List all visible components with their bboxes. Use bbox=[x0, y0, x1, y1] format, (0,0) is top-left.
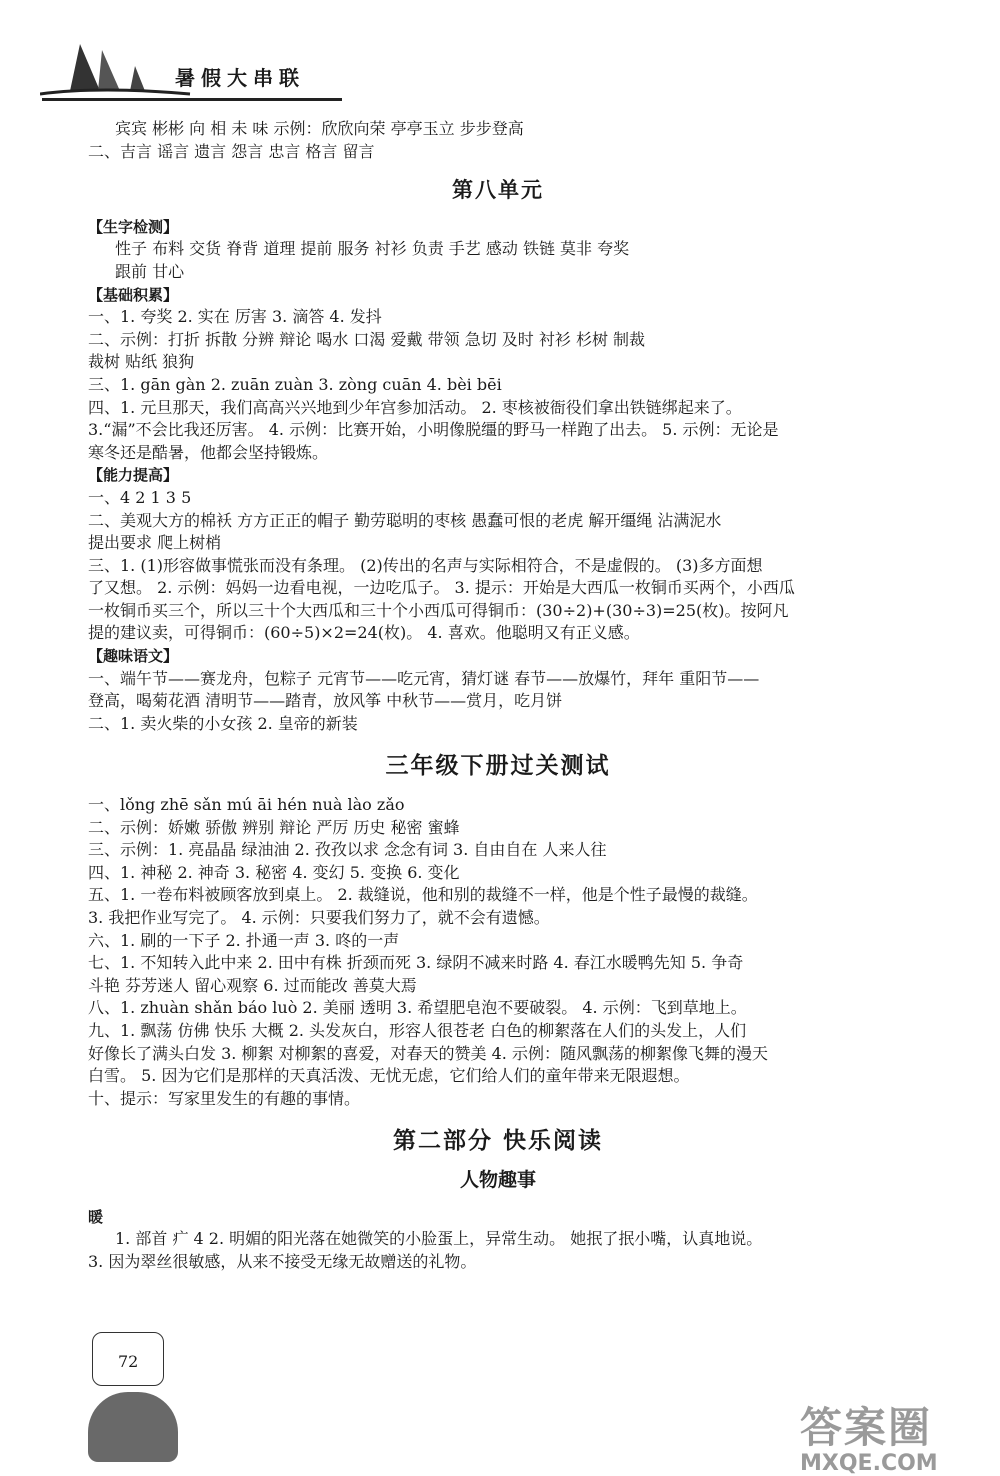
text-line: 好像长了满头白发 3. 柳絮 对柳絮的喜爱，对春天的赞美 4. 示例：随风飘荡的柳絮像飞舞的漫天 bbox=[88, 1043, 768, 1063]
header-rule bbox=[42, 98, 342, 101]
text-line: 裁树 贴纸 狼狗 bbox=[88, 352, 195, 372]
text-line: 十、提示：写家里发生的有趣的事情。 bbox=[88, 1088, 361, 1108]
text-line: 提出要求 爬上树梢 bbox=[88, 533, 222, 553]
text-line: 白雪。 5. 因为它们是那样的天真活泼、无忧无虑，它们给人们的童年带来无限遐想。 bbox=[88, 1066, 690, 1086]
text-line: 了又想。 2. 示例：妈妈一边看电视，一边吃瓜子。 3. 提示：开始是大西瓜一枚铜币买两个，小西瓜 bbox=[88, 578, 795, 598]
text-line: 3.“漏”不会比我还厉害。 4. 示例：比赛开始，小明像脱缰的野马一样跑了出去。 5. 示例：无论是 bbox=[88, 420, 779, 440]
watermark bbox=[800, 1395, 938, 1476]
text-line: 二、美观大方的棉袄 方方正正的帽子 勤劳聪明的枣核 愚蠢可恨的老虎 解开缰绳 沾满泥水 bbox=[88, 510, 722, 530]
text-line: 六、1. 刷的一下子 2. 扑通一声 3. 咚的一声 bbox=[88, 930, 400, 950]
text-line: 四、1. 元旦那天，我们高高兴兴地到少年宫参加活动。 2. 枣核被衙役们拿出铁链绑起来了。 bbox=[88, 397, 742, 417]
text-line: 二、吉言 谣言 遗言 怨言 忠言 格言 留言 bbox=[88, 141, 375, 161]
text-line: 三、1. gān gàn 2. zuān zuàn 3. zòng cuān 4. bèi bēi bbox=[88, 374, 502, 394]
part-2-subtitle: 人物趣事 bbox=[459, 1168, 536, 1191]
text-line: 一、端午节——赛龙舟，包粽子 元宵节——吃元宵，猜灯谜 春节——放爆竹，拜年 重阳节—— bbox=[88, 668, 760, 688]
watermark-url: MXQE.COM bbox=[800, 1451, 938, 1476]
text-line: 七、1. 不知转入此中来 2. 田中有株 折颈而死 3. 绿阴不减来时路 4. 春江水暖鸭先知 5. 争奇 bbox=[88, 953, 744, 973]
text-line: 3. 我把作业写完了。 4. 示例：只要我们努力了，就不会有遗憾。 bbox=[88, 908, 550, 927]
text-line: 提的建议卖，可得铜币：(60÷5)×2=24(枚)。 4. 喜欢。他聪明又有正义感。 bbox=[88, 623, 640, 643]
text-line: 宾宾 彬彬 向 相 未 味 示例：欣欣向荣 亭亭玉立 步步登高 bbox=[115, 119, 524, 138]
text-line: 一、1. 夸奖 2. 实在 厉害 3. 滴答 4. 发抖 bbox=[88, 307, 382, 327]
page-number: 72 bbox=[118, 1352, 139, 1371]
text-line: 1. 部首 疒 4 2. 明媚的阳光落在她微笑的小脸蛋上，异常生动。 她抿了抿小嘴，认真地说。 bbox=[115, 1229, 763, 1249]
text-line: 一、4 2 1 3 5 bbox=[88, 487, 192, 507]
text-line: 二、示例：娇嫩 骄傲 辨别 辩论 严厉 历史 秘密 蜜蜂 bbox=[88, 817, 460, 837]
text-line: 八、1. zhuàn shǎn báo luò 2. 美丽 透明 3. 希望肥皂泡不要破裂。 4. 示例：飞到草地上。 bbox=[88, 998, 747, 1018]
text-line: 性子 布料 交货 脊背 道理 提前 服务 衬衫 负责 手艺 感动 铁链 莫非 夸奖 bbox=[115, 239, 630, 259]
text-line: 二、1. 卖火柴的小女孩 2. 皇帝的新装 bbox=[88, 713, 358, 733]
text-line: 一、lǒng zhē sǎn mú āi hén nuà lào zǎo bbox=[88, 795, 405, 815]
text-line: 登高，喝菊花酒 清明节——踏青，放风筝 中秋节——赏月，吃月饼 bbox=[88, 691, 563, 711]
section-tag: 【趣味语文】 bbox=[88, 647, 179, 666]
test-title: 三年级下册过关测试 bbox=[385, 752, 611, 780]
text-line: 3. 因为翠丝很敏感，从来不接受无缘无故赠送的礼物。 bbox=[88, 1251, 477, 1271]
section-tag: 【基础积累】 bbox=[88, 285, 179, 304]
text-line: 寒冬还是酷暑，他都会坚持锻炼。 bbox=[88, 442, 329, 462]
reading-child-illustration bbox=[88, 1392, 178, 1462]
watermark-logo: 答案圈 bbox=[800, 1403, 933, 1452]
page-content bbox=[88, 118, 908, 1273]
section-tag: 【生字检测】 bbox=[88, 217, 179, 236]
text-line: 斗艳 芬芳迷人 留心观察 6. 过而能改 善莫大焉 bbox=[88, 975, 417, 995]
text-line: 三、示例：1. 亮晶晶 绿油油 2. 孜孜以求 念念有词 3. 自由自在 人来人往 bbox=[88, 840, 607, 860]
text-line: 二、示例：打折 拆散 分辨 辩论 喝水 口渴 爱戴 带领 急切 及时 衬衫 杉树 制裁 bbox=[88, 329, 646, 349]
unit-8-title: 第八单元 bbox=[452, 177, 544, 203]
text-line: 九、1. 飘荡 仿佛 快乐 大概 2. 头发灰白，形容人很苍老 白色的柳絮落在人们的头发上，人们 bbox=[88, 1020, 747, 1040]
text-line: 三、1. (1)形容做事慌张而没有条理。 (2)传出的名声与实际相符合，不是虚假的。 (3)多方面想 bbox=[88, 555, 763, 575]
section-tag: 【能力提高】 bbox=[88, 466, 179, 485]
part-2-title: 第二部分 快乐阅读 bbox=[392, 1127, 603, 1155]
header-title: 暑假大串联 bbox=[175, 66, 305, 90]
text-line: 五、1. 一卷布料被顾客放到桌上。 2. 裁缝说，他和别的裁缝不一样，他是个性子最慢的裁缝。 bbox=[88, 885, 758, 905]
text-line: 一枚铜币买三个，所以三十个大西瓜和三十个小西瓜可得铜币：(30÷2)+(30÷3)=25(枚)。按阿凡 bbox=[88, 600, 789, 620]
text-line: 跟前 甘心 bbox=[115, 261, 185, 281]
passage-label: 暖 bbox=[88, 1207, 104, 1226]
text-line: 四、1. 神秘 2. 神奇 3. 秘密 4. 变幻 5. 变换 6. 变化 bbox=[88, 862, 460, 882]
